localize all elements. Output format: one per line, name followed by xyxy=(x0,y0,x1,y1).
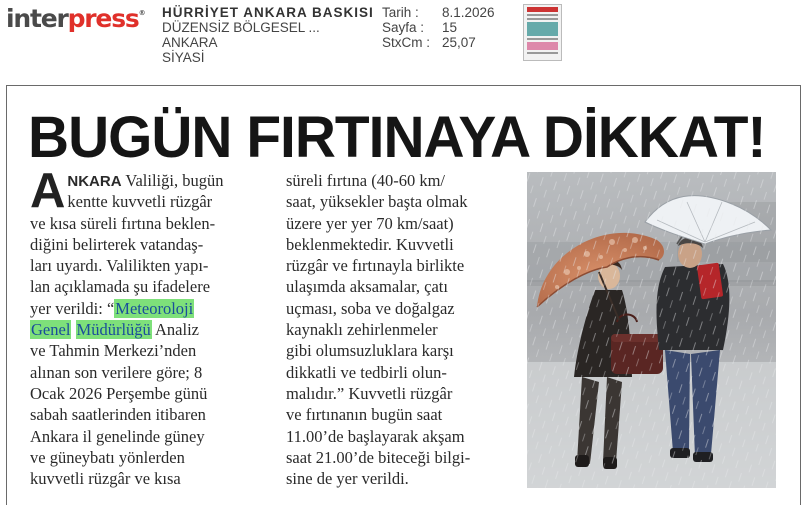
city-name: ANKARA xyxy=(162,35,218,50)
rain-umbrella-photo xyxy=(527,172,776,488)
text-line: ulaşımda aksamalar, çatı xyxy=(286,277,448,297)
highlighted-term: Müdürlüğü xyxy=(76,320,151,340)
text-line: lan açıklamada şu ifadelere xyxy=(30,277,211,297)
clipping-fields xyxy=(382,5,495,50)
article-column-2 xyxy=(286,170,518,489)
text-line: sabah saatlerinden itibaren xyxy=(30,405,206,425)
text-line: ve Tahmin Merkezi’nden xyxy=(30,341,197,361)
text-line: dikkatli ve tedbirli olun- xyxy=(286,362,447,382)
text-line: beklenmektedir. Kuvvetli xyxy=(286,234,454,254)
field-date: Tarih : 8.1.2026 xyxy=(382,5,495,20)
text-line: saat 21.00’de biteceği bilgi- xyxy=(286,447,471,467)
text-line: saat, yüksekler başta olmak xyxy=(286,192,468,212)
text-line: malıdır.” Kuvvetli rüzgâr xyxy=(286,383,453,403)
text-line: uçması, soba ve doğalgaz xyxy=(286,298,455,318)
text-line: 11.00’de başlayarak akşam xyxy=(286,426,465,446)
text-line: ve fırtınanın bugün saat xyxy=(286,405,443,425)
text-line: Ankara il genelinde güney xyxy=(30,426,205,446)
publication-name: HÜRRİYET ANKARA BASKISI xyxy=(162,5,374,20)
article-headline: BUGÜN FIRTINAYA DİKKAT! xyxy=(28,105,766,170)
text-line: sine de yer verildi. xyxy=(286,469,409,489)
category-name: SİYASİ xyxy=(162,50,205,65)
clipping-meta xyxy=(162,5,374,65)
highlighted-term: Genel xyxy=(31,320,71,340)
text-line: rüzgâr ve fırtınayla birlikte xyxy=(286,256,465,276)
field-page: Sayfa : 15 xyxy=(382,20,458,35)
page-thumbnail[interactable] xyxy=(523,4,562,61)
text-line: ve kısa süreli fırtına beklen- xyxy=(30,213,216,233)
text-line: ları uyardı. Valilikten yapı- xyxy=(30,256,209,276)
text-line: süreli fırtına (40-60 km/ xyxy=(286,171,446,190)
field-stxcm: StxCm : 25,07 xyxy=(382,35,476,50)
text-line: kuvvetli rüzgâr ve kısa xyxy=(30,469,181,489)
interpress-logo: interpress® xyxy=(6,4,145,33)
text-line: Genel Müdürlüğü Analiz xyxy=(31,320,199,340)
highlighted-term: Meteoroloji xyxy=(115,298,194,318)
text-line: yer verildi: “Meteoroloji xyxy=(30,298,194,318)
drop-cap: A xyxy=(30,164,66,218)
text-line: kaynaklı zehirlenmeler xyxy=(286,320,438,340)
article-column-1 xyxy=(30,164,266,489)
text-line: üzere yer yer 70 km/saat) xyxy=(286,213,454,233)
section-name: DÜZENSİZ BÖLGESEL ... xyxy=(162,20,320,35)
text-line: diğini belirterek vatandaş- xyxy=(30,234,204,254)
text-line: alınan son verilere göre; 8 xyxy=(30,362,203,382)
text-line: gibi olumsuzluklara karşı xyxy=(286,341,454,361)
text-line: ve güneybatı yönlerden xyxy=(30,447,185,467)
text-line: NKARA Valiliği, bugün xyxy=(67,171,224,190)
text-line: Ocak 2026 Perşembe günü xyxy=(30,383,208,403)
text-line: kentte kuvvetli rüzgâr xyxy=(67,192,213,212)
